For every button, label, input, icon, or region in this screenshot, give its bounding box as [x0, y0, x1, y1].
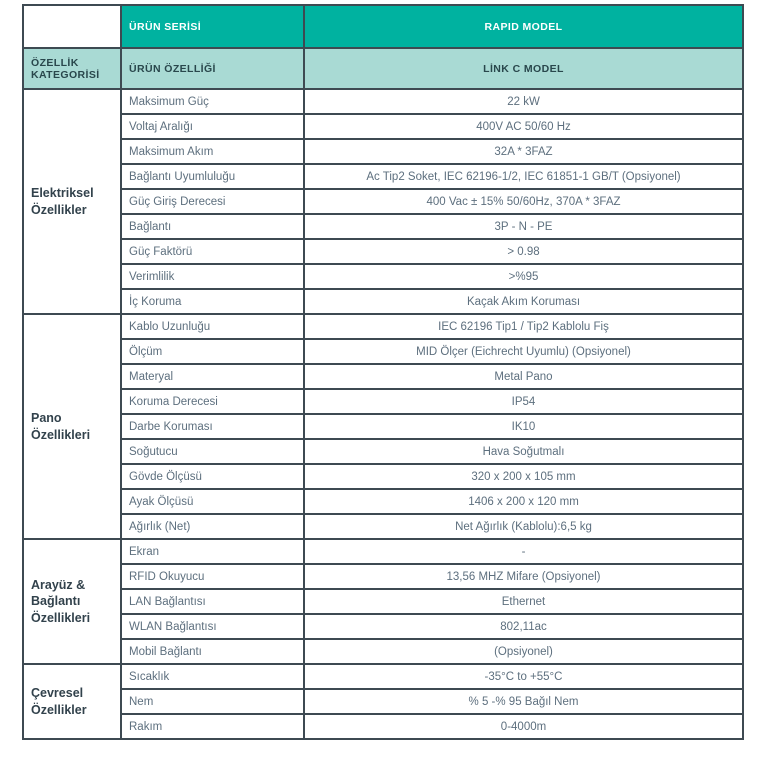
table-row [23, 714, 743, 739]
spec-label: İç Koruma [121, 289, 304, 314]
category-cell-pano: Pano Özellikleri [23, 314, 121, 539]
spec-value: -35°C to +55°C [304, 664, 743, 689]
spec-value: (Opsiyonel) [304, 639, 743, 664]
spec-label: Ekran [121, 539, 304, 564]
spec-value: 1406 x 200 x 120 mm [304, 489, 743, 514]
spec-value: 0-4000m [304, 714, 743, 739]
table-row [23, 389, 743, 414]
spec-value: % 5 -% 95 Bağıl Nem [304, 689, 743, 714]
table-row [23, 539, 743, 564]
spec-value: Ac Tip2 Soket, IEC 62196-1/2, IEC 61851-1 GB/T (Opsiyonel) [304, 164, 743, 189]
spec-label: Voltaj Aralığı [121, 114, 304, 139]
spec-value: 400 Vac ± 15% 50/60Hz, 370A * 3FAZ [304, 189, 743, 214]
spec-value: - [304, 539, 743, 564]
spec-label: Ağırlık (Net) [121, 514, 304, 539]
spec-value: > 0.98 [304, 239, 743, 264]
spec-value: Kaçak Akım Koruması [304, 289, 743, 314]
spec-value: 3P - N - PE [304, 214, 743, 239]
table-row [23, 289, 743, 314]
spec-label: Nem [121, 689, 304, 714]
spec-value: IEC 62196 Tip1 / Tip2 Kablolu Fiş [304, 314, 743, 339]
table-row [23, 614, 743, 639]
table-row [23, 639, 743, 664]
spec-value: MID Ölçer (Eichrecht Uyumlu) (Opsiyonel) [304, 339, 743, 364]
table-row [23, 239, 743, 264]
spec-label: Mobil Bağlantı [121, 639, 304, 664]
spec-label: Kablo Uzunluğu [121, 314, 304, 339]
rapid-model-header: RAPID MODEL [304, 5, 743, 48]
spec-value: 400V AC 50/60 Hz [304, 114, 743, 139]
table-row [23, 264, 743, 289]
spec-label: Rakım [121, 714, 304, 739]
spec-label: Maksimum Akım [121, 139, 304, 164]
category-cell-arayuz: Arayüz & Bağlantı Özellikleri [23, 539, 121, 664]
table-row [23, 414, 743, 439]
spec-label: RFID Okuyucu [121, 564, 304, 589]
spec-label: Sıcaklık [121, 664, 304, 689]
table-row [23, 464, 743, 489]
table-row [23, 364, 743, 389]
product-spec-table [22, 4, 744, 740]
spec-value: IP54 [304, 389, 743, 414]
spec-value: >%95 [304, 264, 743, 289]
product-feature-header: ÜRÜN ÖZELLİĞİ [121, 48, 304, 89]
spec-value: Hava Soğutmalı [304, 439, 743, 464]
table-row [23, 114, 743, 139]
link-c-model-header: LİNK C MODEL [304, 48, 743, 89]
table-row [23, 214, 743, 239]
spec-label: Ayak Ölçüsü [121, 489, 304, 514]
spec-value: Net Ağırlık (Kablolu):6,5 kg [304, 514, 743, 539]
table-row [23, 439, 743, 464]
spec-label: Ölçüm [121, 339, 304, 364]
table-row [23, 689, 743, 714]
category-cell-elektriksel: Elektriksel Özellikler [23, 89, 121, 314]
spec-label: Materyal [121, 364, 304, 389]
spec-value: 32A * 3FAZ [304, 139, 743, 164]
table-row [23, 589, 743, 614]
table-row [23, 564, 743, 589]
spec-value: 802,11ac [304, 614, 743, 639]
spec-label: Bağlantı Uyumluluğu [121, 164, 304, 189]
table-row [23, 664, 743, 689]
table-row [23, 189, 743, 214]
table-row [23, 314, 743, 339]
spec-value: 320 x 200 x 105 mm [304, 464, 743, 489]
spec-label: Bağlantı [121, 214, 304, 239]
header-row-series [23, 5, 743, 48]
table-row [23, 489, 743, 514]
spec-value: 13,56 MHZ Mifare (Opsiyonel) [304, 564, 743, 589]
spec-label: WLAN Bağlantısı [121, 614, 304, 639]
category-cell-cevresel: Çevresel Özellikler [23, 664, 121, 739]
header-row-columns [23, 48, 743, 89]
feature-category-header: ÖZELLİK KATEGORİSİ [23, 48, 121, 89]
table-row [23, 514, 743, 539]
spec-label: Gövde Ölçüsü [121, 464, 304, 489]
spec-value: Ethernet [304, 589, 743, 614]
spec-label: Soğutucu [121, 439, 304, 464]
table-row [23, 339, 743, 364]
spec-label: Güç Giriş Derecesi [121, 189, 304, 214]
spec-value: Metal Pano [304, 364, 743, 389]
product-series-header: ÜRÜN SERİSİ [121, 5, 304, 48]
spec-label: Güç Faktörü [121, 239, 304, 264]
spec-label: Maksimum Güç [121, 89, 304, 114]
spec-label: Darbe Koruması [121, 414, 304, 439]
spec-label: Koruma Derecesi [121, 389, 304, 414]
spec-label: LAN Bağlantısı [121, 589, 304, 614]
table-row [23, 164, 743, 189]
table-row [23, 139, 743, 164]
table-row [23, 89, 743, 114]
blank-corner-cell [23, 5, 121, 48]
spec-value: IK10 [304, 414, 743, 439]
spec-label: Verimlilik [121, 264, 304, 289]
spec-value: 22 kW [304, 89, 743, 114]
